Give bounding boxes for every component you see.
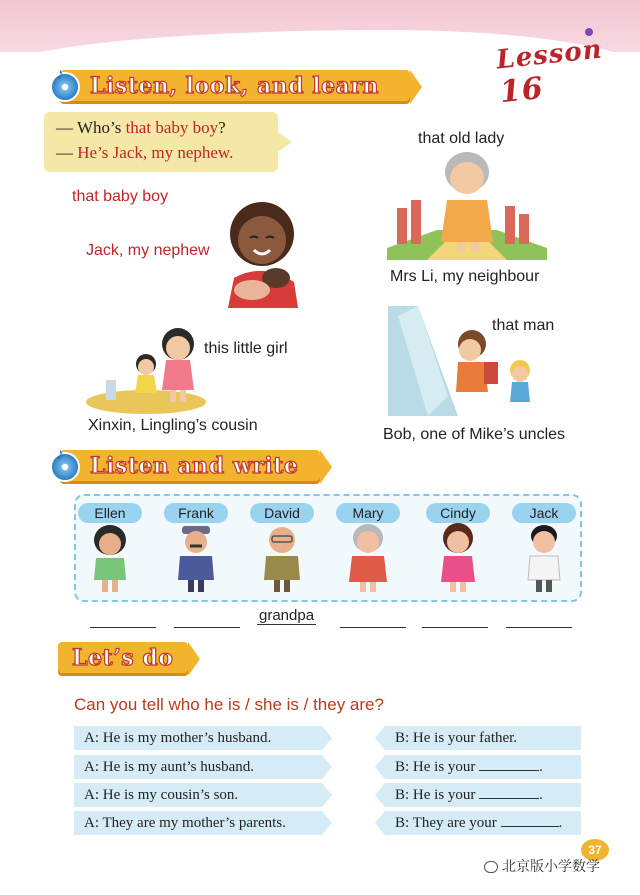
dialog-bubble (44, 112, 278, 172)
b-line-2: B: He is your . (385, 755, 581, 779)
banner-listen-look-learn (56, 66, 410, 104)
ellen-figure (86, 524, 134, 594)
answer-blank-1[interactable] (90, 626, 156, 628)
mary-figure (344, 522, 392, 594)
answer-blank-6[interactable] (506, 626, 572, 628)
name-tag-jack: Jack (512, 503, 576, 523)
answer-blank-5[interactable] (422, 626, 488, 628)
label-jack-nephew: Jack, my nephew (86, 242, 210, 259)
lets-do-question: Can you tell who he is / she is / they are? (74, 695, 384, 714)
two-girls-illustration (86, 322, 206, 416)
section-title: Listen and write (90, 453, 299, 479)
b-line-3: B: He is your . (385, 783, 581, 807)
label-bob: Bob, one of Mike’s uncles (383, 426, 566, 443)
a-line-1: A: He is my mother’s husband. (74, 726, 322, 750)
banner-lets-do (58, 642, 188, 676)
man-climbing-illustration (388, 306, 548, 416)
watermark: 北京版小学数学 (484, 856, 600, 876)
dialog-answer: — He’s Jack, my nephew. (56, 143, 234, 162)
cindy-figure (434, 522, 482, 594)
page-number: 37 (581, 839, 609, 861)
old-lady-illustration (387, 150, 547, 260)
section-title: Let’s do (72, 645, 174, 671)
david-figure (258, 522, 306, 594)
banner-listen-write (56, 446, 320, 484)
frank-figure (172, 522, 220, 594)
b-blank-4[interactable] (501, 812, 559, 827)
jack-figure (520, 522, 568, 594)
label-xinxin: Xinxin, Lingling’s cousin (88, 417, 258, 434)
wechat-icon (484, 861, 498, 873)
label-mrs-li: Mrs Li, my neighbour (390, 268, 540, 285)
label-that-man: that man (492, 317, 555, 334)
b-line-4: B: They are your . (385, 811, 581, 835)
people-box (74, 494, 582, 602)
name-tag-mary: Mary (336, 503, 400, 523)
b-blank-3[interactable] (479, 784, 539, 799)
a-line-4: A: They are my mother’s parents. (74, 811, 322, 835)
dialog-question: — Who’s that baby boy? (56, 118, 226, 137)
a-line-3: A: He is my cousin’s son. (74, 783, 322, 807)
name-tag-ellen: Ellen (78, 503, 142, 523)
music-note-icon: ♪ (56, 66, 64, 83)
answer-blank-3: grandpa (259, 607, 315, 624)
cd-icon (50, 452, 80, 482)
answer-blank-4[interactable] (340, 626, 406, 628)
section-title: Listen, look, and learn (90, 73, 379, 99)
b-blank-2[interactable] (479, 756, 539, 771)
woman-with-baby-illustration (222, 198, 308, 310)
name-tag-david: David (250, 503, 314, 523)
label-that-old-lady: that old lady (418, 130, 505, 147)
label-that-baby-boy: that baby boy (72, 188, 169, 205)
lesson-word: Lesson (494, 34, 604, 76)
music-note-icon: ♪ (56, 446, 64, 463)
name-tag-frank: Frank (164, 503, 228, 523)
answer-blank-2[interactable] (174, 626, 240, 628)
label-this-little-girl: this little girl (204, 340, 288, 357)
lesson-number: 16 (498, 70, 546, 111)
b-line-1: B: He is your father. (385, 726, 581, 750)
cd-icon (50, 72, 80, 102)
lesson-title (495, 31, 640, 110)
name-tag-cindy: Cindy (426, 503, 490, 523)
a-line-2: A: He is my aunt’s husband. (74, 755, 322, 779)
